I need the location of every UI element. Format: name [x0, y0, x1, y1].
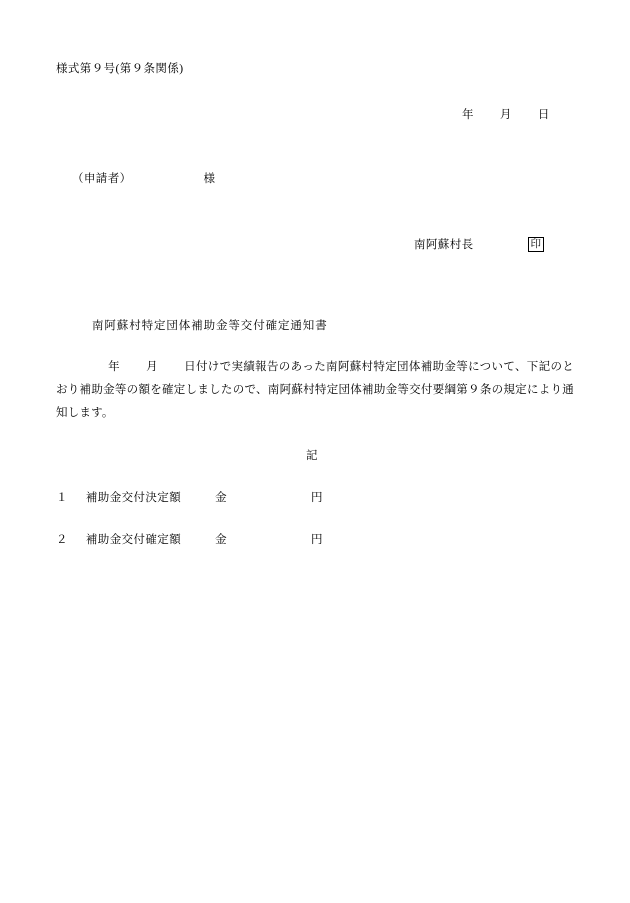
- issuer-name: 南阿蘇村長: [414, 239, 474, 251]
- form-number: 様式第９号(第９条関係): [56, 63, 184, 75]
- body-date-year: 年: [108, 361, 120, 373]
- date-year: 年: [462, 109, 474, 121]
- item-label: 補助金交付決定額: [85, 492, 182, 504]
- addressee-applicant: （申請者）: [72, 173, 132, 185]
- date-line: [462, 106, 550, 126]
- body-paragraph: [56, 356, 574, 425]
- issuer-line: [414, 236, 544, 256]
- item-currency-prefix: 金: [215, 534, 228, 546]
- item-number: １: [56, 492, 68, 504]
- seal-stamp-box: 印: [528, 237, 545, 252]
- item-label: 補助金交付確定額: [85, 534, 182, 546]
- ki-label: 記: [306, 450, 318, 462]
- body-text: 日付けで実績報告のあった南阿蘇村特定団体補助金等について、下記のとおり補助金等の額を確定しましたので、南阿蘇村特定団体補助金等交付要綱第９条の規定により通知します。: [56, 361, 575, 419]
- body-date-month: 月: [145, 361, 158, 373]
- addressee-line: [72, 170, 215, 190]
- item-currency-prefix: 金: [215, 492, 228, 504]
- list-item: [56, 531, 323, 551]
- date-day: 日: [537, 109, 550, 121]
- list-item: [56, 489, 323, 509]
- document-title: 南阿蘇村特定団体補助金等交付確定通知書: [92, 320, 328, 332]
- item-number: ２: [56, 534, 68, 546]
- item-currency-suffix: 円: [311, 534, 323, 546]
- date-month: 月: [499, 109, 512, 121]
- addressee-honorific: 様: [203, 173, 216, 185]
- item-currency-suffix: 円: [311, 492, 323, 504]
